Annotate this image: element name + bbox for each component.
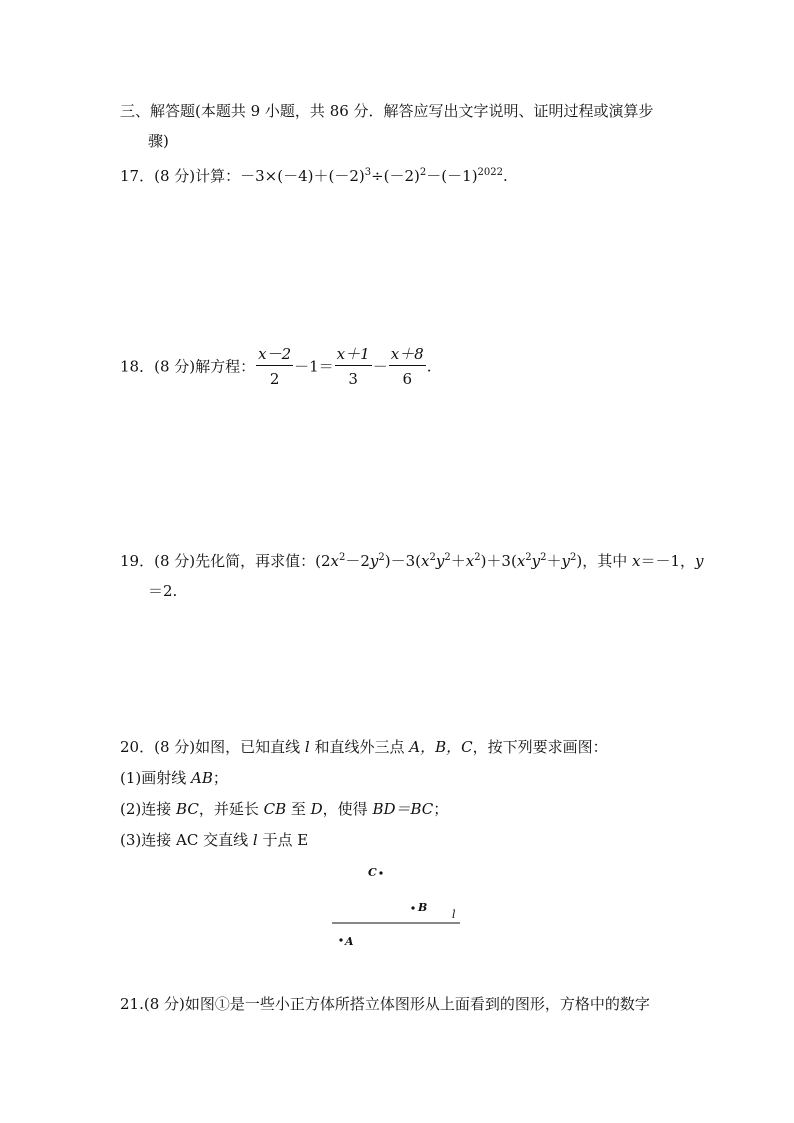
q19-part-h: ＝－1， xyxy=(640,552,696,570)
q20-s2-b: BC xyxy=(176,800,199,818)
q20-s2-g: ，使得 xyxy=(322,800,373,818)
q20-s3-c: 于点 E xyxy=(257,831,309,849)
question-20-intro xyxy=(120,737,608,757)
label-a: A xyxy=(345,935,354,948)
question-20-step-1 xyxy=(120,768,228,788)
q17-exp1: 3 xyxy=(364,167,372,178)
q19-part-c: )－3( xyxy=(384,552,421,570)
question-19-line1 xyxy=(120,551,704,571)
label-l: l xyxy=(452,908,456,921)
q18-mid: －1＝ xyxy=(294,357,334,376)
q20-s2-a: (2)连接 xyxy=(120,800,177,818)
q20-s2-e: 至 xyxy=(286,800,311,818)
q19-var-x: x xyxy=(516,552,526,570)
q19-part-a: 19．(8 分)先化简，再求值：(2 xyxy=(120,552,331,570)
q19-var-y: y xyxy=(531,552,541,570)
q19-exp: 2 xyxy=(570,552,577,563)
q19-part-g: )，其中 xyxy=(576,552,633,570)
q19-var-x: x xyxy=(465,552,475,570)
q20-line-l: l xyxy=(304,738,310,756)
q19-var-x: x xyxy=(421,552,430,570)
q18-minus: － xyxy=(372,357,388,376)
q19-part-e: )＋3( xyxy=(480,552,517,570)
q20-s2-h: BD＝BC xyxy=(372,800,434,818)
q18-end: . xyxy=(426,357,432,376)
q18-f3-num: x＋8 xyxy=(389,345,426,366)
q19-var-y: y xyxy=(435,552,445,570)
q19-var-x: x xyxy=(330,552,339,570)
q17-expr-b: ÷(－2) xyxy=(371,167,420,185)
q17-exp2: 2 xyxy=(419,167,427,178)
point-b xyxy=(411,906,414,909)
q18-f2-den: 3 xyxy=(348,370,358,388)
q19-exp: 2 xyxy=(525,552,532,563)
q20-s3-b: l xyxy=(252,831,258,849)
q18-f3-den: 6 xyxy=(402,370,412,388)
q20-s2-d: CB xyxy=(263,800,287,818)
q19-var-y: y xyxy=(695,552,704,570)
q19-var-x: x xyxy=(632,552,641,570)
q17-expr-a: －3×(－4)＋(－2) xyxy=(240,167,365,185)
q17-end: . xyxy=(503,167,508,185)
q20-intro-c: ，按下列要求画图： xyxy=(472,738,608,756)
q19-exp: 2 xyxy=(444,552,451,563)
label-b: B xyxy=(418,901,428,914)
q20-s1-c: ； xyxy=(212,769,228,787)
q20-s1-b: AB xyxy=(191,769,213,787)
q18-fraction-3 xyxy=(389,345,426,388)
q19-exp: 2 xyxy=(338,552,346,563)
q19-var-y: y xyxy=(369,552,379,570)
q20-s2-i: ； xyxy=(433,800,449,818)
q18-fraction-2 xyxy=(335,345,372,388)
q19-var-y: y xyxy=(561,552,571,570)
question-21: 21.(8 分)如图①是一些小正方体所搭立体图形从上面看到的图形，方格中的数字 xyxy=(120,995,650,1013)
q19-part-d: ＋ xyxy=(450,552,466,570)
q20-s3-a: (3)连接 AC 交直线 xyxy=(120,831,253,849)
q17-prefix: 17．(8 分)计算： xyxy=(120,167,241,185)
q20-s2-f: D xyxy=(310,800,323,818)
section-title-line1: 三、解答题(本题共 9 小题，共 86 分．解答应写出文字说明、证明过程或演算步 xyxy=(120,102,654,120)
question-20-step-2 xyxy=(120,799,448,819)
q19-exp: 2 xyxy=(540,552,547,563)
q20-intro-a: 20．(8 分)如图，已知直线 xyxy=(120,738,305,756)
q19-exp: 2 xyxy=(474,552,481,563)
q18-f1-den: 2 xyxy=(269,370,280,388)
question-18 xyxy=(120,345,432,388)
q20-points: A，B，C xyxy=(409,738,473,756)
question-19-line2: ＝2. xyxy=(148,582,178,600)
q18-fraction-1 xyxy=(256,345,293,388)
q19-part-b: －2 xyxy=(345,552,370,570)
q19-part-f: ＋ xyxy=(546,552,562,570)
q18-f2-num: x＋1 xyxy=(335,345,372,366)
section-title-line2: 骤) xyxy=(148,132,169,150)
label-c: C xyxy=(368,866,377,879)
q18-f1-num: x－2 xyxy=(256,345,293,366)
point-a xyxy=(339,938,342,941)
q19-exp: 2 xyxy=(378,552,385,563)
point-c xyxy=(379,871,382,874)
question-17 xyxy=(120,166,508,186)
q18-prefix: 18．(8 分)解方程： xyxy=(120,357,256,376)
q17-exp3: 2022 xyxy=(477,167,503,178)
q17-expr-c: －(－1) xyxy=(426,167,478,185)
q20-figure xyxy=(330,860,470,955)
q20-s1-a: (1)画射线 xyxy=(120,769,192,787)
question-20-step-3 xyxy=(120,830,308,850)
q20-s2-c: ，并延长 xyxy=(198,800,264,818)
q19-exp: 2 xyxy=(429,552,436,563)
q20-intro-b: 和直线外三点 xyxy=(309,738,410,756)
